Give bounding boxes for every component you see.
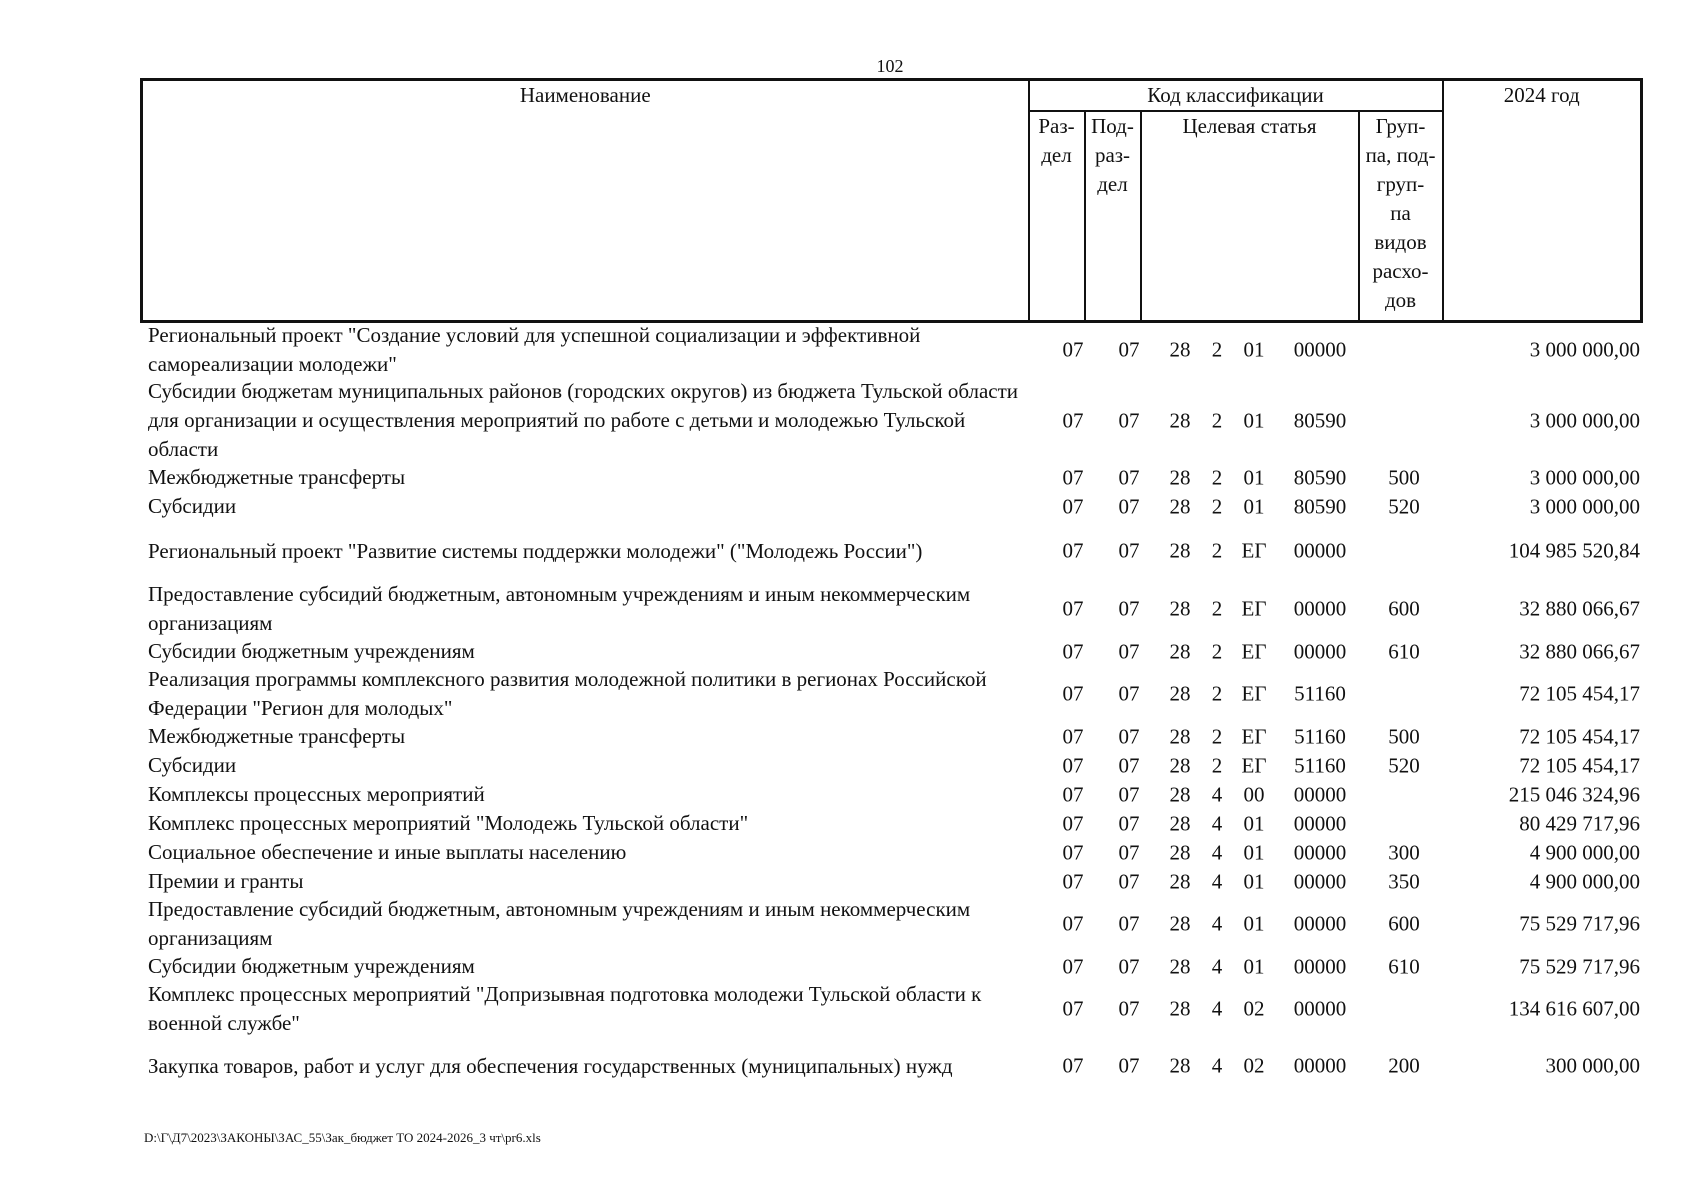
row-razdel: 07: [1062, 639, 1084, 663]
row-name: Социальное обеспечение и иные выплаты населению: [148, 840, 627, 864]
row-p3: 02: [1243, 1053, 1265, 1078]
row-p4: 00000: [1293, 596, 1347, 621]
row-p3: ЕГ: [1241, 596, 1267, 621]
row-amount: 300 000,00: [1545, 1053, 1640, 1078]
row-p3: ЕГ: [1241, 639, 1267, 663]
row-name: Региональный проект "Развитие системы поддержки молодежи" ("Молодежь России"): [148, 538, 923, 563]
row-p2: 4: [1211, 840, 1223, 864]
row-p3: ЕГ: [1241, 724, 1267, 748]
row-pod: 07: [1118, 811, 1140, 835]
row-p4: 51160: [1294, 724, 1346, 748]
row-grp: 600: [1388, 596, 1420, 621]
table-row: [140, 809, 1640, 838]
page-number: 102: [876, 56, 904, 76]
row-pod: 07: [1118, 538, 1140, 563]
row-p2: 2: [1211, 724, 1223, 748]
row-p4: 80590: [1293, 408, 1347, 432]
row-name: Комплекс процессных мероприятий "Молодежь Тульской области": [148, 811, 749, 835]
row-amount: 32 880 066,67: [1519, 596, 1640, 621]
row-p2: 2: [1211, 639, 1223, 663]
table-row: [140, 867, 1640, 896]
row-pod: 07: [1118, 639, 1140, 663]
row-razdel: 07: [1062, 465, 1084, 489]
row-pod: 07: [1118, 724, 1140, 748]
row-pod: 07: [1118, 337, 1140, 362]
table-row: [140, 666, 1640, 722]
row-p4: 00000: [1293, 840, 1347, 864]
row-p3: 01: [1243, 465, 1265, 489]
row-p1: 28: [1169, 337, 1191, 362]
row-p4: 00000: [1293, 1053, 1347, 1078]
row-razdel: 07: [1062, 996, 1084, 1021]
row-razdel: 07: [1062, 494, 1084, 518]
row-name: Субсидии: [148, 494, 237, 518]
row-name: Межбюджетные трансферты: [148, 724, 406, 748]
row-razdel: 07: [1062, 724, 1084, 748]
row-name: Межбюджетные трансферты: [148, 465, 406, 489]
row-amount: 3 000 000,00: [1529, 408, 1640, 432]
row-p3: 01: [1243, 337, 1265, 362]
row-p2: 4: [1211, 996, 1223, 1021]
row-p1: 28: [1169, 639, 1191, 663]
row-p4: 80590: [1293, 494, 1347, 518]
header-razdel: Раз- дел: [1029, 111, 1085, 321]
row-amount: 72 105 454,17: [1519, 724, 1640, 748]
table-row: [140, 751, 1640, 780]
row-pod: 07: [1118, 465, 1140, 489]
header-group: Груп- па, под- груп- па видов расхо- дов: [1359, 111, 1443, 321]
row-pod: 07: [1118, 840, 1140, 864]
row-pod: 07: [1118, 911, 1140, 936]
row-p2: 4: [1211, 911, 1223, 936]
row-grp: 500: [1388, 724, 1420, 748]
row-p1: 28: [1169, 724, 1191, 748]
row-p4: 51160: [1294, 681, 1346, 706]
row-amount: 4 900 000,00: [1529, 840, 1640, 864]
row-p3: ЕГ: [1241, 538, 1267, 563]
row-pod: 07: [1118, 408, 1140, 432]
row-p2: 2: [1211, 337, 1223, 362]
row-p3: 01: [1243, 408, 1265, 432]
row-amount: 80 429 717,96: [1519, 811, 1640, 835]
row-p1: 28: [1169, 681, 1191, 706]
header-code-classification: Код классификации: [1029, 80, 1443, 112]
row-amount: 72 105 454,17: [1519, 753, 1640, 777]
table-header: [140, 78, 1643, 323]
row-p3: 00: [1243, 782, 1265, 806]
row-grp: 500: [1388, 465, 1420, 489]
row-p2: 4: [1211, 1053, 1223, 1078]
row-p1: 28: [1169, 538, 1191, 563]
header-podrazdel: Под- раз- дел: [1085, 111, 1141, 321]
row-razdel: 07: [1062, 869, 1084, 893]
row-pod: 07: [1118, 954, 1140, 978]
row-p3: ЕГ: [1241, 681, 1267, 706]
row-p1: 28: [1169, 840, 1191, 864]
row-p2: 4: [1211, 782, 1223, 806]
row-p1: 28: [1169, 911, 1191, 936]
row-p4: 00000: [1293, 782, 1347, 806]
row-grp: 520: [1388, 753, 1420, 777]
row-p4: 00000: [1293, 954, 1347, 978]
row-p1: 28: [1169, 869, 1191, 893]
row-name: Региональный проект "Создание условий для успешной социализации и эффективной самореализации молодежи": [148, 323, 921, 376]
row-name: Субсидии бюджетным учреждениям: [148, 954, 475, 978]
row-razdel: 07: [1062, 538, 1084, 563]
row-p4: 00000: [1293, 811, 1347, 835]
row-pod: 07: [1118, 494, 1140, 518]
row-name: Субсидии бюджетным учреждениям: [148, 639, 475, 663]
row-p1: 28: [1169, 753, 1191, 777]
header-target-article: Целевая статья: [1141, 111, 1359, 321]
row-name: Комплексы процессных мероприятий: [148, 782, 485, 806]
row-razdel: 07: [1062, 753, 1084, 777]
row-p4: 00000: [1293, 996, 1347, 1021]
row-grp: 610: [1388, 954, 1420, 978]
row-name: Субсидии: [148, 753, 237, 777]
row-pod: 07: [1118, 681, 1140, 706]
row-amount: 4 900 000,00: [1529, 869, 1640, 893]
row-p3: 02: [1243, 996, 1265, 1021]
row-amount: 104 985 520,84: [1508, 538, 1640, 563]
row-grp: 200: [1388, 1053, 1420, 1078]
row-p4: 80590: [1293, 465, 1347, 489]
row-amount: 215 046 324,96: [1508, 782, 1640, 806]
row-p1: 28: [1169, 954, 1191, 978]
row-p2: 4: [1211, 869, 1223, 893]
row-razdel: 07: [1062, 782, 1084, 806]
row-p4: 00000: [1293, 639, 1347, 663]
row-razdel: 07: [1062, 811, 1084, 835]
row-name: Субсидии бюджетам муниципальных районов (городских округов) из бюджета Тульской области для организации и осуществления мероприятий по работе с детьми и молодежью Тульской области: [148, 379, 1019, 461]
table-row: [140, 378, 1640, 463]
row-p1: 28: [1169, 596, 1191, 621]
row-amount: 134 616 607,00: [1508, 996, 1640, 1021]
row-amount: 75 529 717,96: [1519, 954, 1640, 978]
table-row: [140, 463, 1640, 492]
row-p1: 28: [1169, 1053, 1191, 1078]
header-name: Наименование: [142, 80, 1029, 322]
row-p2: 4: [1211, 811, 1223, 835]
table-row: [140, 952, 1640, 981]
row-pod: 07: [1118, 596, 1140, 621]
row-amount: 3 000 000,00: [1529, 337, 1640, 362]
row-p3: 01: [1243, 811, 1265, 835]
row-grp: 300: [1388, 840, 1420, 864]
row-pod: 07: [1118, 996, 1140, 1021]
table-row: [140, 981, 1640, 1037]
row-p4: 00000: [1293, 869, 1347, 893]
row-p2: 4: [1211, 954, 1223, 978]
row-p1: 28: [1169, 465, 1191, 489]
row-grp: 600: [1388, 911, 1420, 936]
row-p3: 01: [1243, 911, 1265, 936]
row-p3: 01: [1243, 840, 1265, 864]
row-p2: 2: [1211, 494, 1223, 518]
row-p4: 00000: [1293, 538, 1347, 563]
row-pod: 07: [1118, 1053, 1140, 1078]
row-p2: 2: [1211, 753, 1223, 777]
footer-file-path: D:\Г\Д7\2023\ЗАКОНЫ\ЗАС_55\Зак_бюджет ТО 2024-2026_3 чт\pr6.xls: [144, 1130, 541, 1145]
row-grp: 350: [1388, 869, 1420, 893]
table-row: [140, 322, 1640, 378]
row-razdel: 07: [1062, 954, 1084, 978]
table-body: [140, 322, 1640, 1095]
row-p1: 28: [1169, 408, 1191, 432]
row-name: Реализация программы комплексного развития молодежной политики в регионах Российской Федерации "Регион для молодых": [148, 667, 987, 720]
row-p3: 01: [1243, 869, 1265, 893]
row-p4: 00000: [1293, 337, 1347, 362]
table-row: [140, 780, 1640, 809]
row-name: Закупка товаров, работ и услуг для обеспечения государственных (муниципальных) нужд: [148, 1053, 953, 1078]
row-pod: 07: [1118, 869, 1140, 893]
row-name: Предоставление субсидий бюджетным, автономным учреждениям и иным некоммерческим организациям: [148, 897, 971, 950]
row-p1: 28: [1169, 494, 1191, 518]
table-row: [140, 521, 1640, 581]
row-amount: 72 105 454,17: [1519, 681, 1640, 706]
row-razdel: 07: [1062, 337, 1084, 362]
row-razdel: 07: [1062, 1053, 1084, 1078]
header-year: 2024 год: [1443, 80, 1642, 322]
row-pod: 07: [1118, 753, 1140, 777]
row-pod: 07: [1118, 782, 1140, 806]
row-p2: 2: [1211, 538, 1223, 563]
row-p4: 51160: [1294, 753, 1346, 777]
row-p2: 2: [1211, 408, 1223, 432]
table-row: [140, 896, 1640, 952]
row-p4: 00000: [1293, 911, 1347, 936]
row-p3: 01: [1243, 494, 1265, 518]
row-razdel: 07: [1062, 596, 1084, 621]
table-row: [140, 581, 1640, 637]
row-p1: 28: [1169, 811, 1191, 835]
row-p1: 28: [1169, 782, 1191, 806]
row-name: Комплекс процессных мероприятий "Допризывная подготовка молодежи Тульской области к военной службе": [148, 982, 982, 1035]
row-razdel: 07: [1062, 408, 1084, 432]
row-p3: 01: [1243, 954, 1265, 978]
row-p1: 28: [1169, 996, 1191, 1021]
row-razdel: 07: [1062, 840, 1084, 864]
row-amount: 3 000 000,00: [1529, 494, 1640, 518]
row-name: Предоставление субсидий бюджетным, автономным учреждениям и иным некоммерческим организациям: [148, 582, 971, 635]
table-row: [140, 1037, 1640, 1095]
row-p2: 2: [1211, 681, 1223, 706]
table-row: [140, 838, 1640, 867]
row-grp: 610: [1388, 639, 1420, 663]
row-p3: ЕГ: [1241, 753, 1267, 777]
row-amount: 3 000 000,00: [1529, 465, 1640, 489]
row-p2: 2: [1211, 596, 1223, 621]
table-row: [140, 637, 1640, 666]
row-razdel: 07: [1062, 911, 1084, 936]
row-razdel: 07: [1062, 681, 1084, 706]
row-amount: 75 529 717,96: [1519, 911, 1640, 936]
row-amount: 32 880 066,67: [1519, 639, 1640, 663]
row-grp: 520: [1388, 494, 1420, 518]
table-row: [140, 722, 1640, 751]
table-row: [140, 492, 1640, 521]
row-name: Премии и гранты: [148, 869, 304, 893]
row-p2: 2: [1211, 465, 1223, 489]
